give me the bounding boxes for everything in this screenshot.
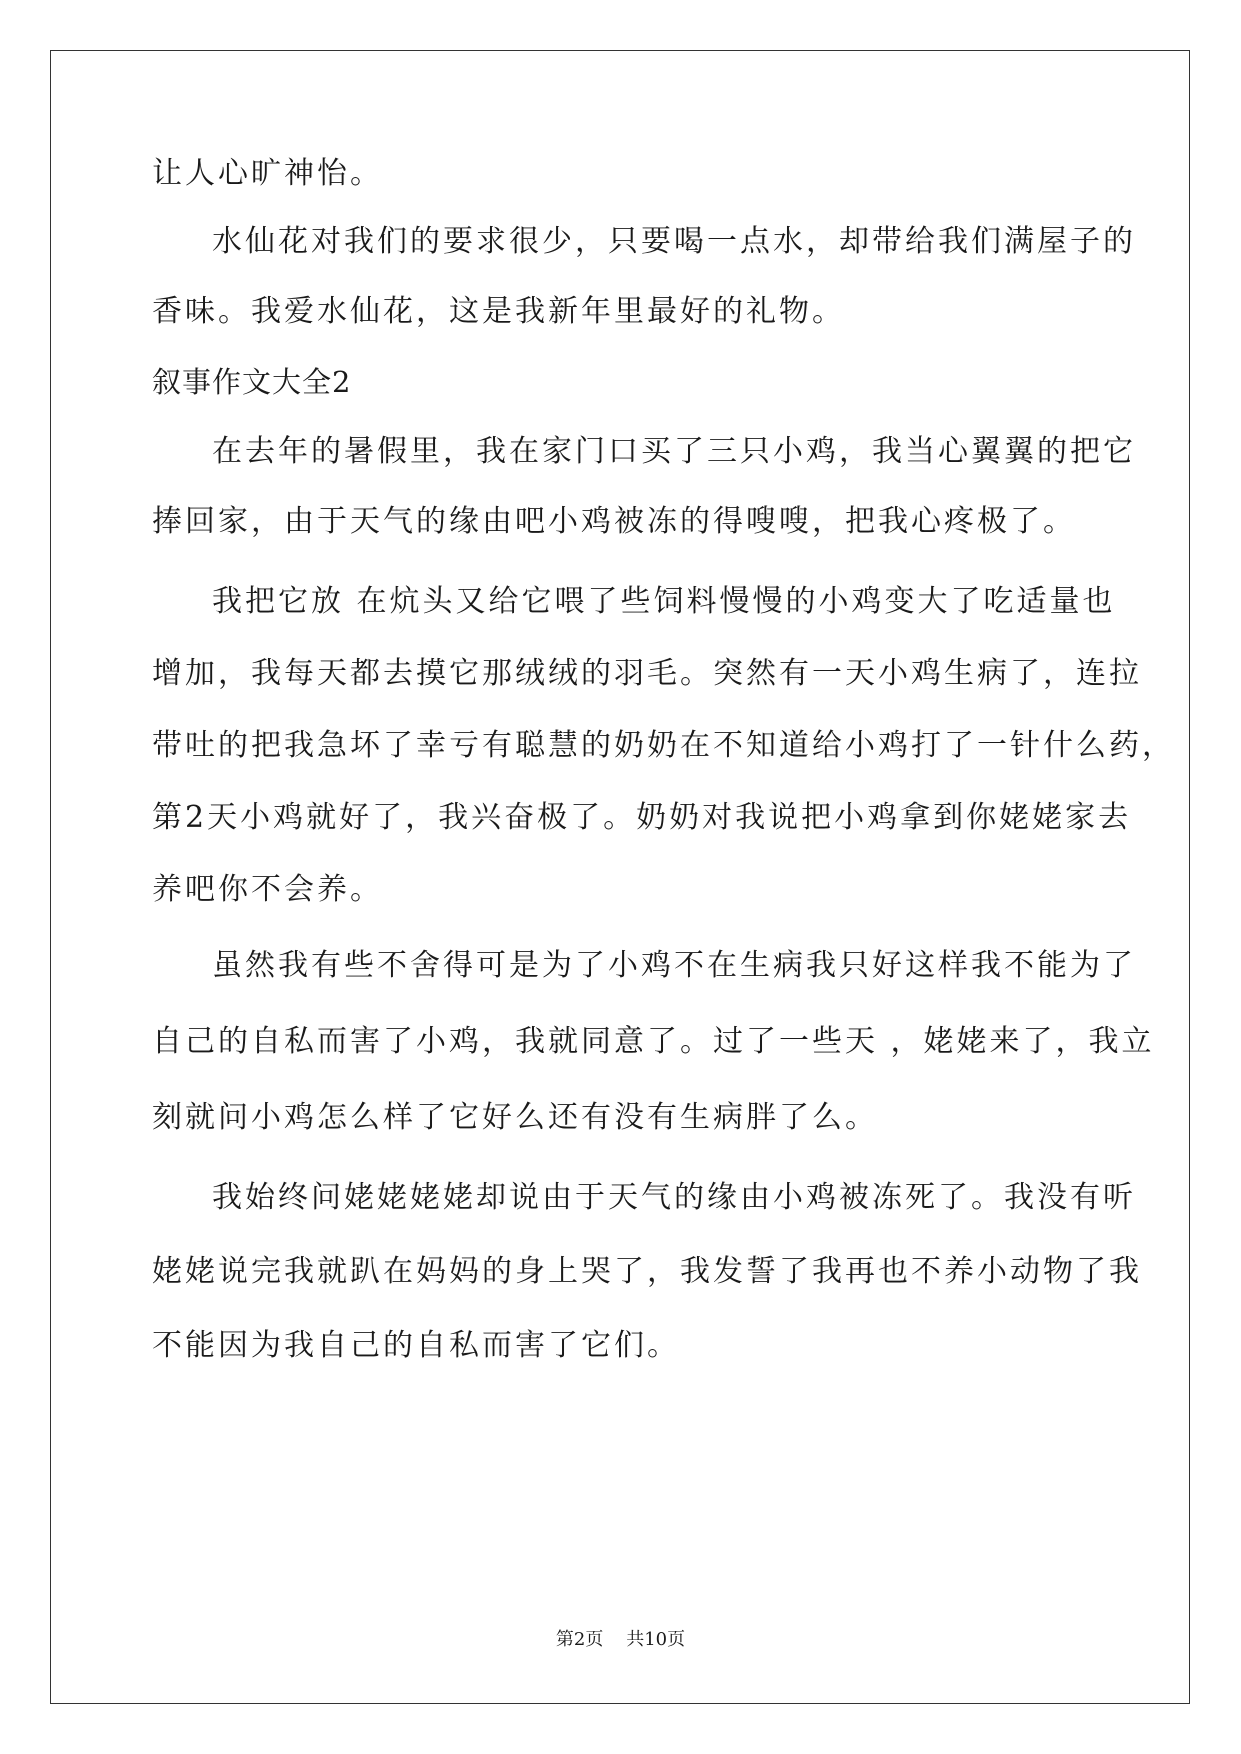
paragraph-line: 带吐的把我急坏了幸亏有聪慧的奶奶在不知道给小鸡打了一针什么药， bbox=[152, 728, 1175, 763]
paragraph-line: 自己的自私而害了小鸡，我就同意了。过了一些天 ，姥姥来了，我立 bbox=[152, 1024, 1155, 1059]
page-number: 第2页 bbox=[555, 1629, 604, 1650]
paragraph-line: 虽然我有些不舍得可是为了小鸡不在生病我只好这样我不能为了 bbox=[212, 948, 1136, 983]
page-total: 共10页 bbox=[626, 1629, 686, 1650]
paragraph-line: 第2天小鸡就好了，我兴奋极了。奶奶对我说把小鸡拿到你姥姥家去 bbox=[152, 800, 1132, 835]
page-footer bbox=[0, 1628, 1241, 1652]
paragraph-line: 养吧你不会养。 bbox=[152, 872, 383, 907]
paragraph-line: 水仙花对我们的要求很少，只要喝一点水，却带给我们满屋子的 bbox=[212, 224, 1136, 259]
paragraph-line: 刻就问小鸡怎么样了它好么还有没有生病胖了么。 bbox=[152, 1100, 878, 1135]
paragraph-line: 我始终问姥姥姥姥却说由于天气的缘由小鸡被冻死了。我没有听 bbox=[212, 1180, 1136, 1215]
section-heading: 叙事作文大全2 bbox=[152, 365, 352, 399]
paragraph-line: 增加，我每天都去摸它那绒绒的羽毛。突然有一天小鸡生病了，连拉 bbox=[152, 656, 1142, 691]
paragraph-line: 姥姥说完我就趴在妈妈的身上哭了，我发誓了我再也不养小动物了我 bbox=[152, 1254, 1142, 1289]
paragraph-line: 我把它放 在炕头又给它喂了些饲料慢慢的小鸡变大了吃适量也 bbox=[212, 584, 1116, 619]
paragraph-line: 香味。我爱水仙花，这是我新年里最好的礼物。 bbox=[152, 294, 845, 329]
paragraph-line: 捧回家，由于天气的缘由吧小鸡被冻的得嗖嗖，把我心疼极了。 bbox=[152, 504, 1076, 539]
paragraph-line: 在去年的暑假里，我在家门口买了三只小鸡，我当心翼翼的把它 bbox=[212, 434, 1136, 469]
paragraph-line: 不能因为我自己的自私而害了它们。 bbox=[152, 1328, 680, 1363]
paragraph-line: 让人心旷神怡。 bbox=[152, 156, 383, 191]
